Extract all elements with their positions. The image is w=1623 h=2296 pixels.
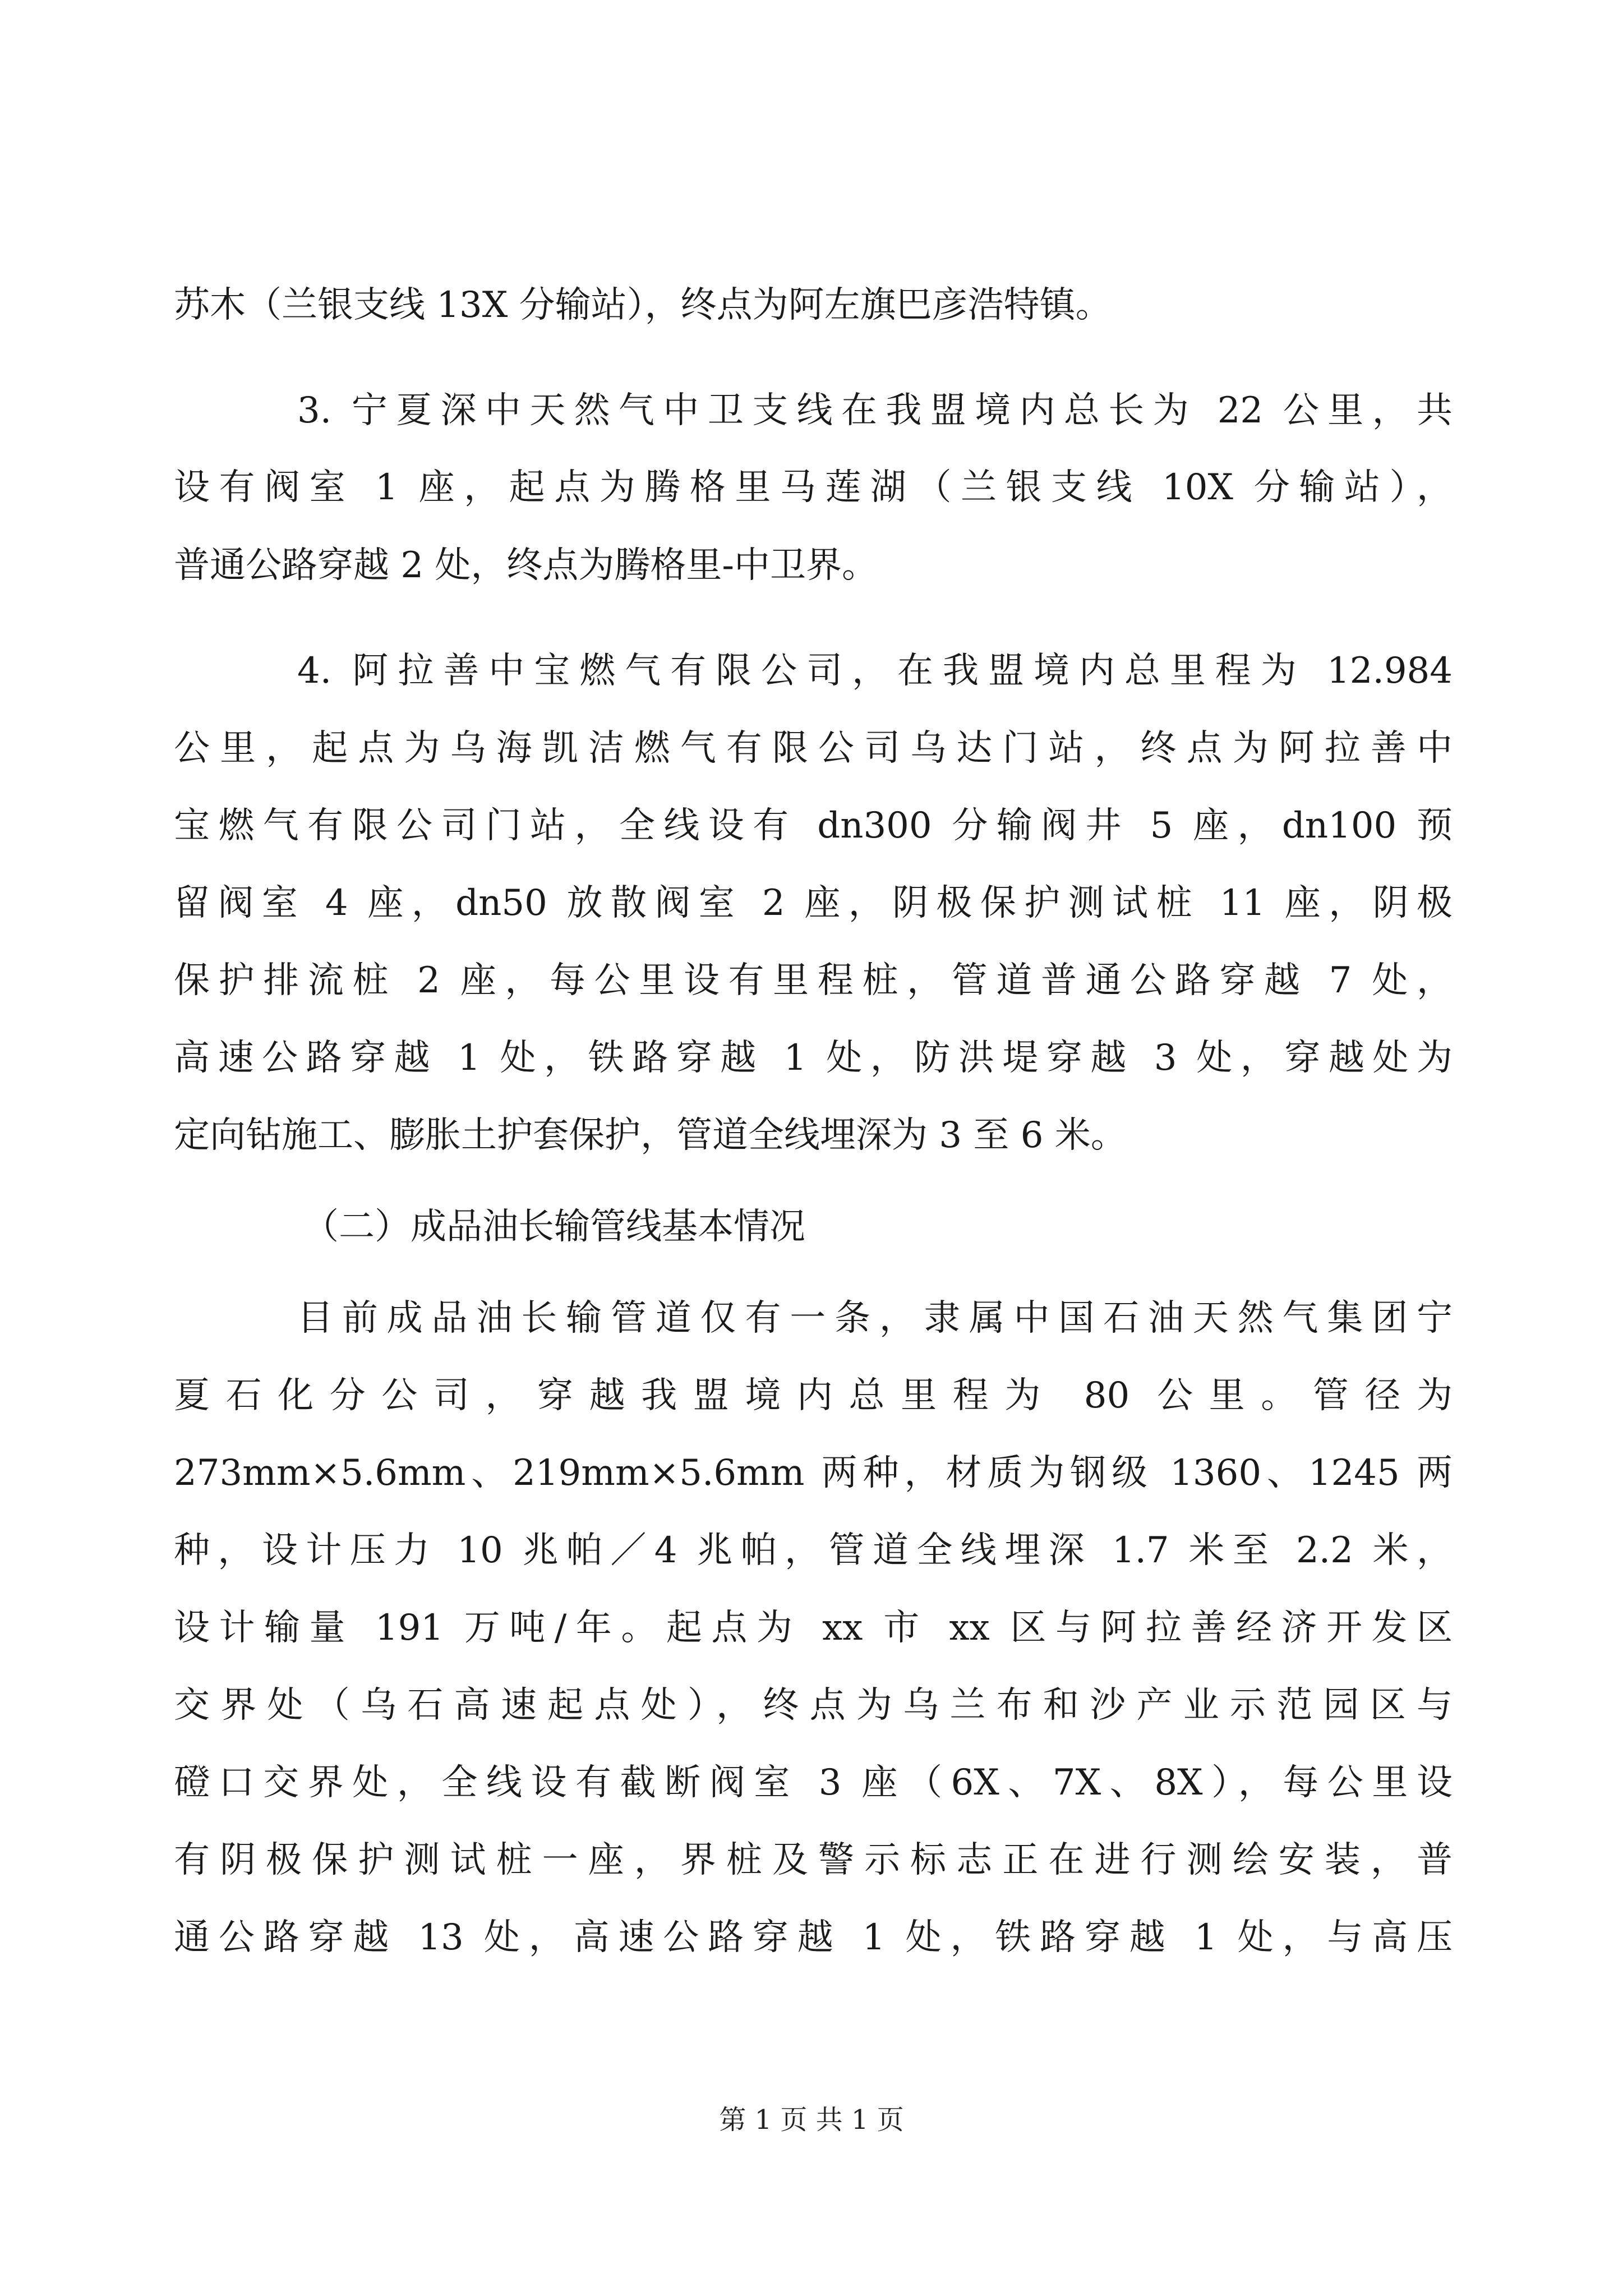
text-line-13: 目前成品油长输管道仅有一条，隶属中国石油天然气集团宁 — [297, 1297, 1453, 1339]
text-line-9: 保护排流桩 2 座，每公里设有里程桩，管道普通公路穿越 7 处， — [174, 960, 1453, 1001]
text-line-18: 交界处（乌石高速起点处），终点为乌兰布和沙产业示范园区与 — [174, 1685, 1453, 1726]
page-number-footer: 第 1 页 共 1 页 — [719, 2104, 904, 2136]
text-line-6: 公里，起点为乌海凯洁燃气有限公司乌达门站，终点为阿拉善中 — [174, 728, 1453, 769]
text-line-2: 3. 宁夏深中天然气中卫支线在我盟境内总长为 22 公里，共 — [297, 390, 1453, 431]
text-line-14: 夏石化分公司，穿越我盟境内总里程为 80 公里。管径为 — [174, 1375, 1453, 1416]
section-heading: （二）成品油长输管线基本情况 — [303, 1206, 805, 1248]
text-line-15: 273mm×5.6mm、219mm×5.6mm 两种，材质为钢级 1360、1245 两 — [174, 1452, 1453, 1494]
text-line-1: 苏木（兰银支线 13X 分输站），终点为阿左旗巴彦浩特镇。 — [174, 284, 1112, 326]
text-line-3: 设有阀室 1 座，起点为腾格里马莲湖（兰银支线 10X 分输站）， — [174, 467, 1453, 508]
text-line-5: 4. 阿拉善中宝燃气有限公司，在我盟境内总里程为 12.984 — [297, 650, 1453, 692]
text-line-8: 留阀室 4 座，dn50 放散阀室 2 座，阴极保护测试桩 11 座，阴极 — [174, 882, 1453, 924]
text-line-11: 定向钻施工、膨胀土护套保护，管道全线埋深为 3 至 6 米。 — [174, 1115, 1127, 1156]
text-line-16: 种，设计压力 10 兆帕／4 兆帕，管道全线埋深 1.7 米至 2.2 米， — [174, 1530, 1453, 1571]
text-line-21: 通公路穿越 13 处，高速公路穿越 1 处，铁路穿越 1 处，与高压 — [174, 1917, 1453, 1958]
text-line-4: 普通公路穿越 2 处，终点为腾格里-中卫界。 — [174, 545, 878, 586]
text-line-17: 设计输量 191 万吨/年。起点为 xx 市 xx 区与阿拉善经济开发区 — [174, 1607, 1453, 1649]
text-line-10: 高速公路穿越 1 处，铁路穿越 1 处，防洪堤穿越 3 处，穿越处为 — [174, 1037, 1453, 1079]
text-line-7: 宝燃气有限公司门站，全线设有 dn300 分输阀井 5 座，dn100 预 — [174, 805, 1453, 846]
text-line-20: 有阴极保护测试桩一座，界桩及警示标志正在进行测绘安装，普 — [174, 1839, 1453, 1881]
text-line-19: 磴口交界处，全线设有截断阀室 3 座（6X、7X、8X），每公里设 — [174, 1762, 1453, 1803]
